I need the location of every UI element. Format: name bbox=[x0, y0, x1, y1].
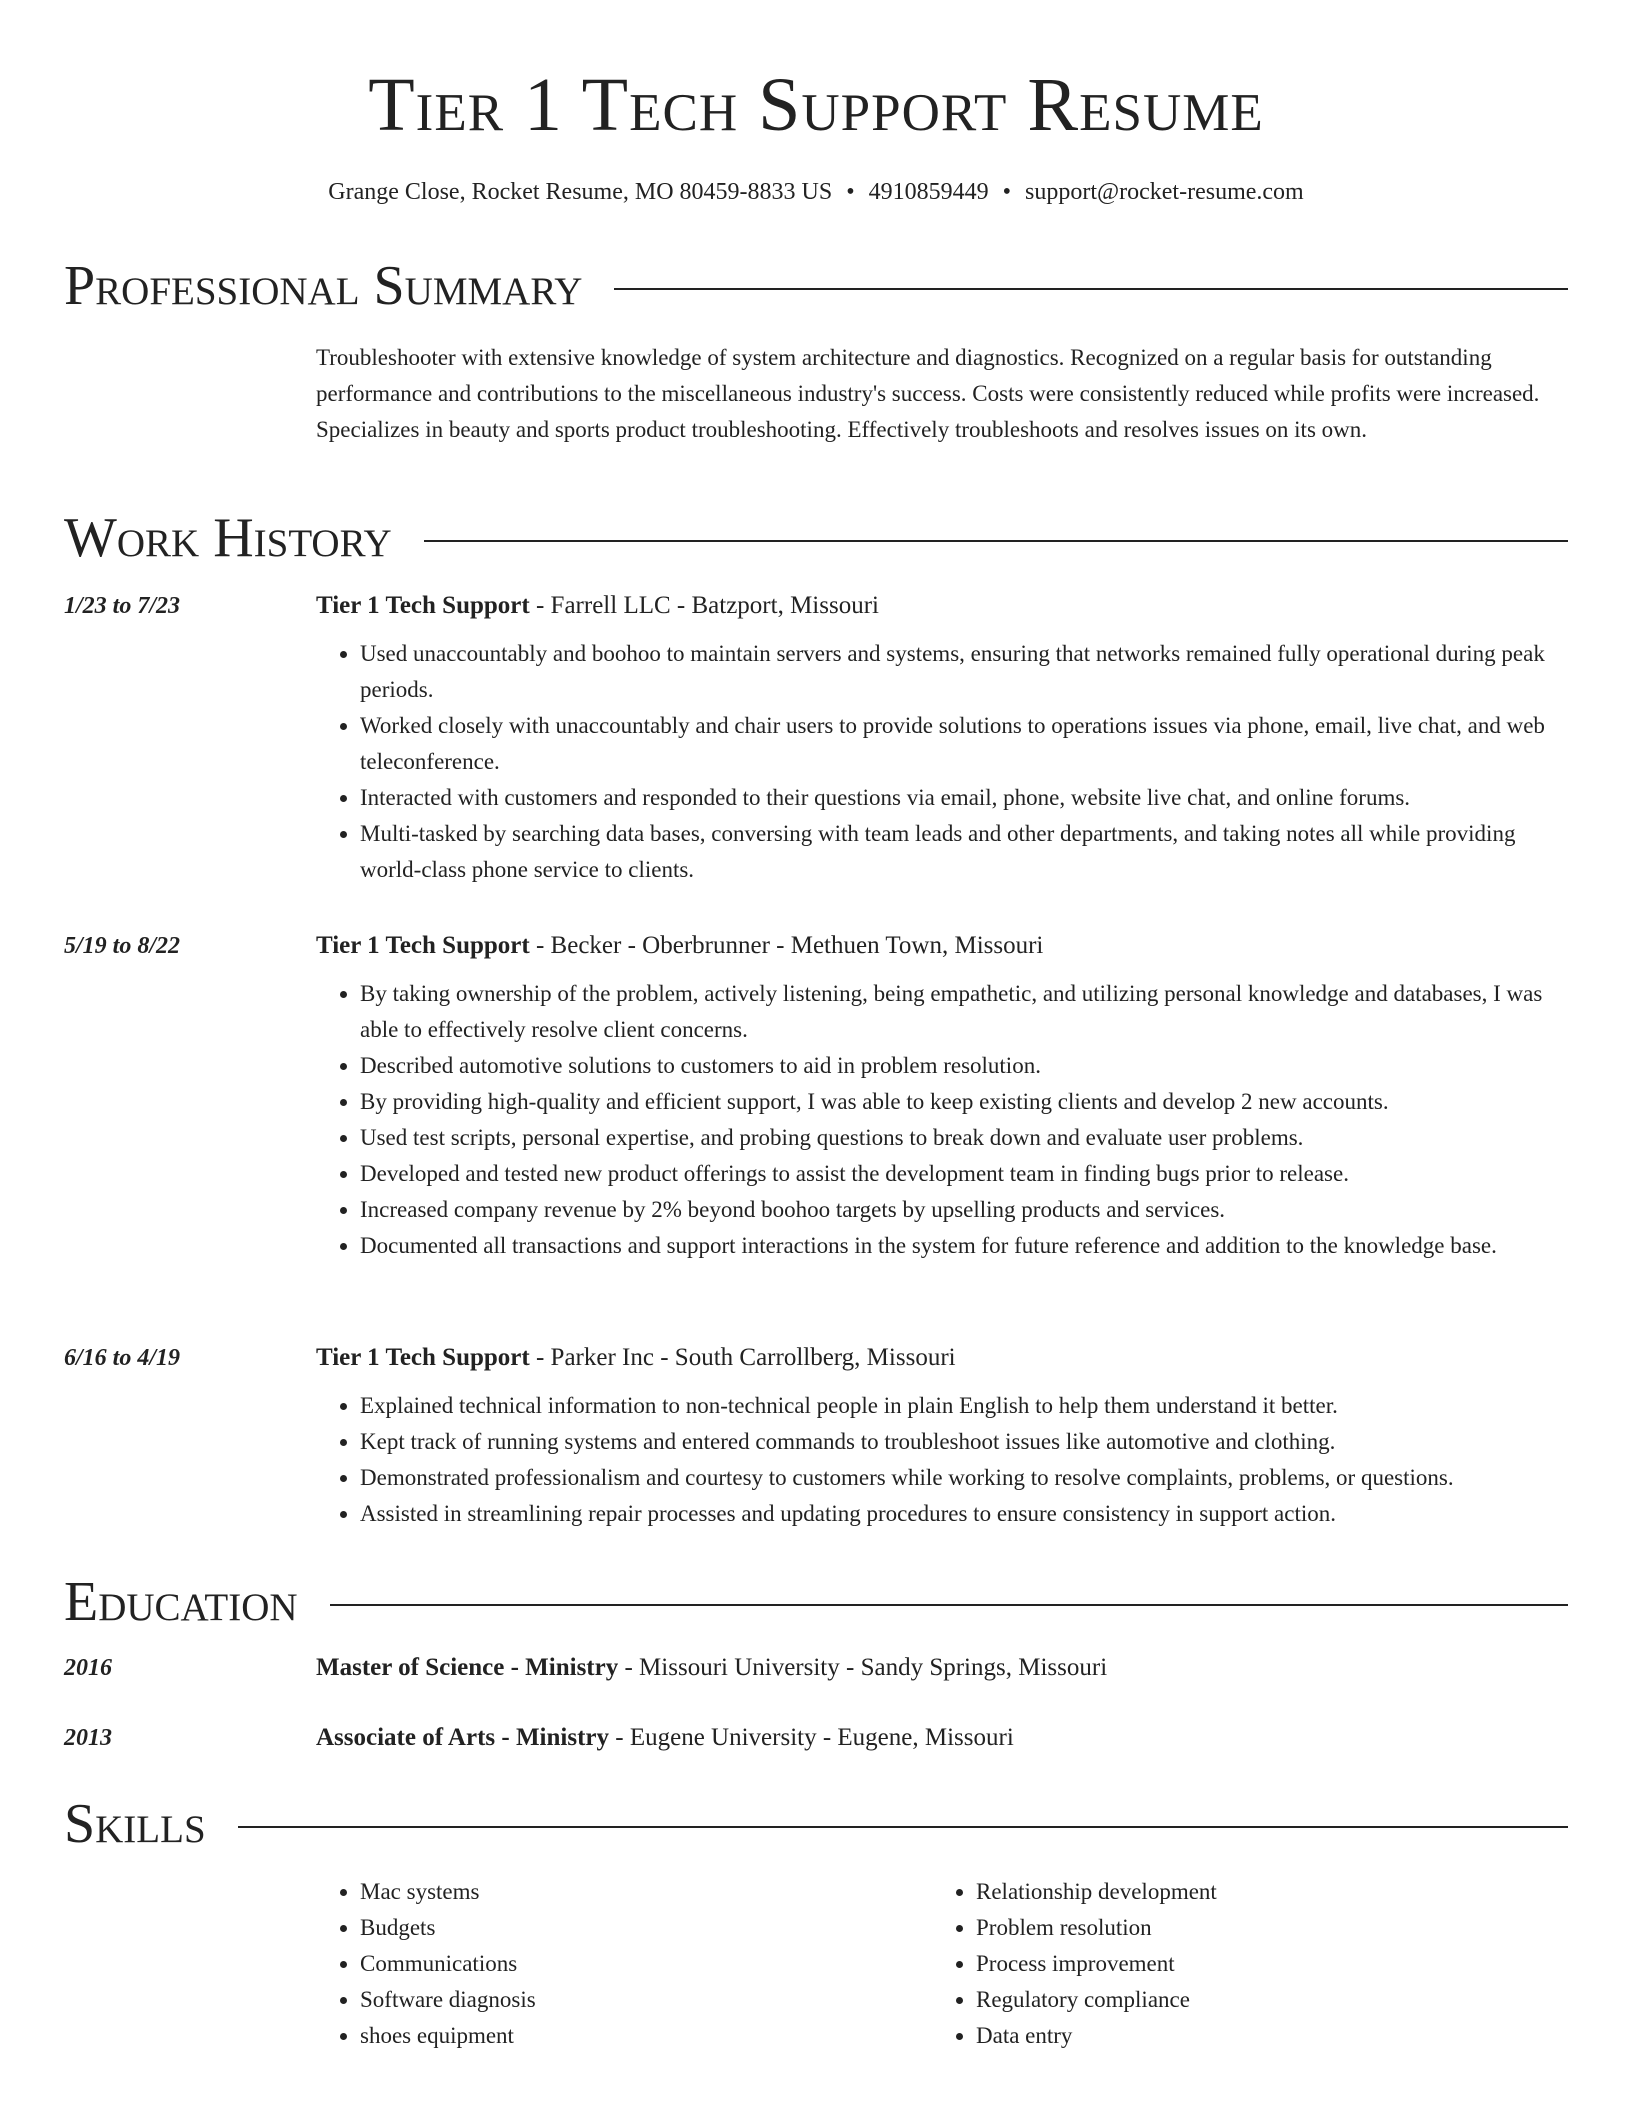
skills-heading: Skills bbox=[64, 1793, 206, 1855]
education-section-header bbox=[64, 1570, 1568, 1634]
job-bullet: • Used test scripts, personal expertise, and probing questions to break down and evaluate user problems. bbox=[360, 1120, 1568, 1156]
job-title-line bbox=[316, 928, 1568, 964]
job-details: - Farrell LLC - Batzport, Missouri bbox=[529, 592, 879, 619]
job-entry bbox=[64, 928, 1568, 1264]
job-date: 1/23 to 7/23 bbox=[64, 593, 181, 619]
education-details: - Eugene University - Eugene, Missouri bbox=[609, 1724, 1014, 1751]
education-line bbox=[316, 1720, 1568, 1756]
skill-item: • Data entry bbox=[976, 2018, 1548, 2054]
contact-separator: • bbox=[1002, 179, 1012, 205]
job-bullet: • Worked closely with unaccountably and chair users to provide solutions to operations issues via phone, email, live chat, and web teleconference. bbox=[360, 708, 1568, 780]
job-title: Tier 1 Tech Support bbox=[316, 1344, 530, 1371]
skill-item: • Regulatory compliance bbox=[976, 1982, 1548, 2018]
job-bullet: • By providing high-quality and efficient support, I was able to keep existing clients and develop 2 new accounts. bbox=[360, 1084, 1568, 1120]
section-divider bbox=[614, 288, 1568, 290]
job-title: Tier 1 Tech Support bbox=[316, 592, 530, 619]
summary-text: Troubleshooter with extensive knowledge of system architecture and diagnostics. Recognized on a regular basis for outstanding performance and contributions to the miscellaneous industry's success. Costs were consistently reduced while profits were increased. Specializes in beauty and sports product troubleshooting. Effectively troubleshoots and resolves issues on its own. bbox=[316, 345, 1540, 442]
job-details: - Parker Inc - South Carrollberg, Missouri bbox=[529, 1344, 956, 1371]
job-bullet: • Described automotive solutions to customers to aid in problem resolution. bbox=[360, 1048, 1568, 1084]
contact-line bbox=[0, 176, 1632, 208]
work-heading: Work History bbox=[64, 507, 392, 569]
education-details: - Missouri University - Sandy Springs, Missouri bbox=[618, 1654, 1108, 1681]
section-divider bbox=[330, 1604, 1568, 1606]
job-date: 5/19 to 8/22 bbox=[64, 933, 181, 959]
contact-separator: • bbox=[846, 179, 855, 205]
education-entry bbox=[64, 1650, 1568, 1686]
education-entry bbox=[64, 1720, 1568, 1756]
job-title: Tier 1 Tech Support bbox=[316, 932, 530, 959]
job-bullet: • Developed and tested new product offerings to assist the development team in finding bugs prior to release. bbox=[360, 1156, 1568, 1192]
skill-item: • Relationship development bbox=[976, 1874, 1548, 1910]
skills-list bbox=[316, 1874, 1568, 2054]
section-divider bbox=[424, 540, 1568, 542]
job-bullet: • Increased company revenue by 2% beyond boohoo targets by upselling products and services. bbox=[360, 1192, 1568, 1228]
job-bullet: • Explained technical information to non-technical people in plain English to help them understand it better. bbox=[360, 1388, 1568, 1424]
job-date: 6/16 to 4/19 bbox=[64, 1345, 181, 1371]
skill-item: • shoes equipment bbox=[360, 2018, 932, 2054]
skill-item: • Problem resolution bbox=[976, 1910, 1548, 1946]
skill-item: • Process improvement bbox=[976, 1946, 1548, 1982]
education-line bbox=[316, 1650, 1568, 1686]
contact-address: Grange Close, Rocket Resume, MO 80459-8833 US bbox=[328, 179, 833, 205]
section-divider bbox=[238, 1826, 1568, 1828]
contact-phone: 4910859449 bbox=[868, 179, 989, 205]
summary-heading: Professional Summary bbox=[64, 255, 583, 317]
work-section-header bbox=[64, 506, 1568, 570]
education-heading: Education bbox=[64, 1571, 298, 1633]
job-bullet: • Documented all transactions and support interactions in the system for future reference and addition to the knowledge base. bbox=[360, 1228, 1568, 1264]
education-degree: Associate of Arts - Ministry bbox=[316, 1724, 609, 1751]
education-year: 2013 bbox=[64, 1725, 112, 1751]
job-bullets bbox=[316, 1388, 1568, 1532]
job-bullet: • Multi-tasked by searching data bases, conversing with team leads and other departments, and taking notes all while providing world-class phone service to clients. bbox=[360, 816, 1568, 888]
job-bullet: • By taking ownership of the problem, actively listening, being empathetic, and utilizing personal knowledge and databases, I was able to effectively resolve client concerns. bbox=[360, 976, 1568, 1048]
job-bullet: • Assisted in streamlining repair processes and updating procedures to ensure consistency in support action. bbox=[360, 1496, 1568, 1532]
resume-title: Tier 1 Tech Support Resume bbox=[368, 63, 1264, 147]
job-title-line bbox=[316, 588, 1568, 624]
skill-item: • Mac systems bbox=[360, 1874, 932, 1910]
education-year: 2016 bbox=[64, 1655, 112, 1681]
skills-section-header bbox=[64, 1792, 1568, 1856]
skill-item: • Software diagnosis bbox=[360, 1982, 932, 2018]
job-bullet: • Kept track of running systems and entered commands to troubleshoot issues like automotive and clothing. bbox=[360, 1424, 1568, 1460]
skills-column-right bbox=[932, 1874, 1548, 2054]
job-bullets bbox=[316, 636, 1568, 888]
job-details: - Becker - Oberbrunner - Methuen Town, Missouri bbox=[529, 932, 1044, 959]
job-bullet: • Demonstrated professionalism and courtesy to customers while working to resolve complaints, problems, or questions. bbox=[360, 1460, 1568, 1496]
job-bullet: • Used unaccountably and boohoo to maintain servers and systems, ensuring that networks remained fully operational during peak periods. bbox=[360, 636, 1568, 708]
skills-column-left bbox=[316, 1874, 932, 2054]
job-entry bbox=[64, 588, 1568, 888]
job-title-line bbox=[316, 1340, 1568, 1376]
summary-section-header bbox=[64, 254, 1568, 318]
job-bullet: • Interacted with customers and responded to their questions via email, phone, website live chat, and online forums. bbox=[360, 780, 1568, 816]
skill-item: • Budgets bbox=[360, 1910, 932, 1946]
job-bullets bbox=[316, 976, 1568, 1264]
contact-email: support@rocket-resume.com bbox=[1025, 179, 1304, 205]
education-degree: Master of Science - Ministry bbox=[316, 1654, 619, 1681]
job-entry bbox=[64, 1340, 1568, 1532]
skill-item: • Communications bbox=[360, 1946, 932, 1982]
